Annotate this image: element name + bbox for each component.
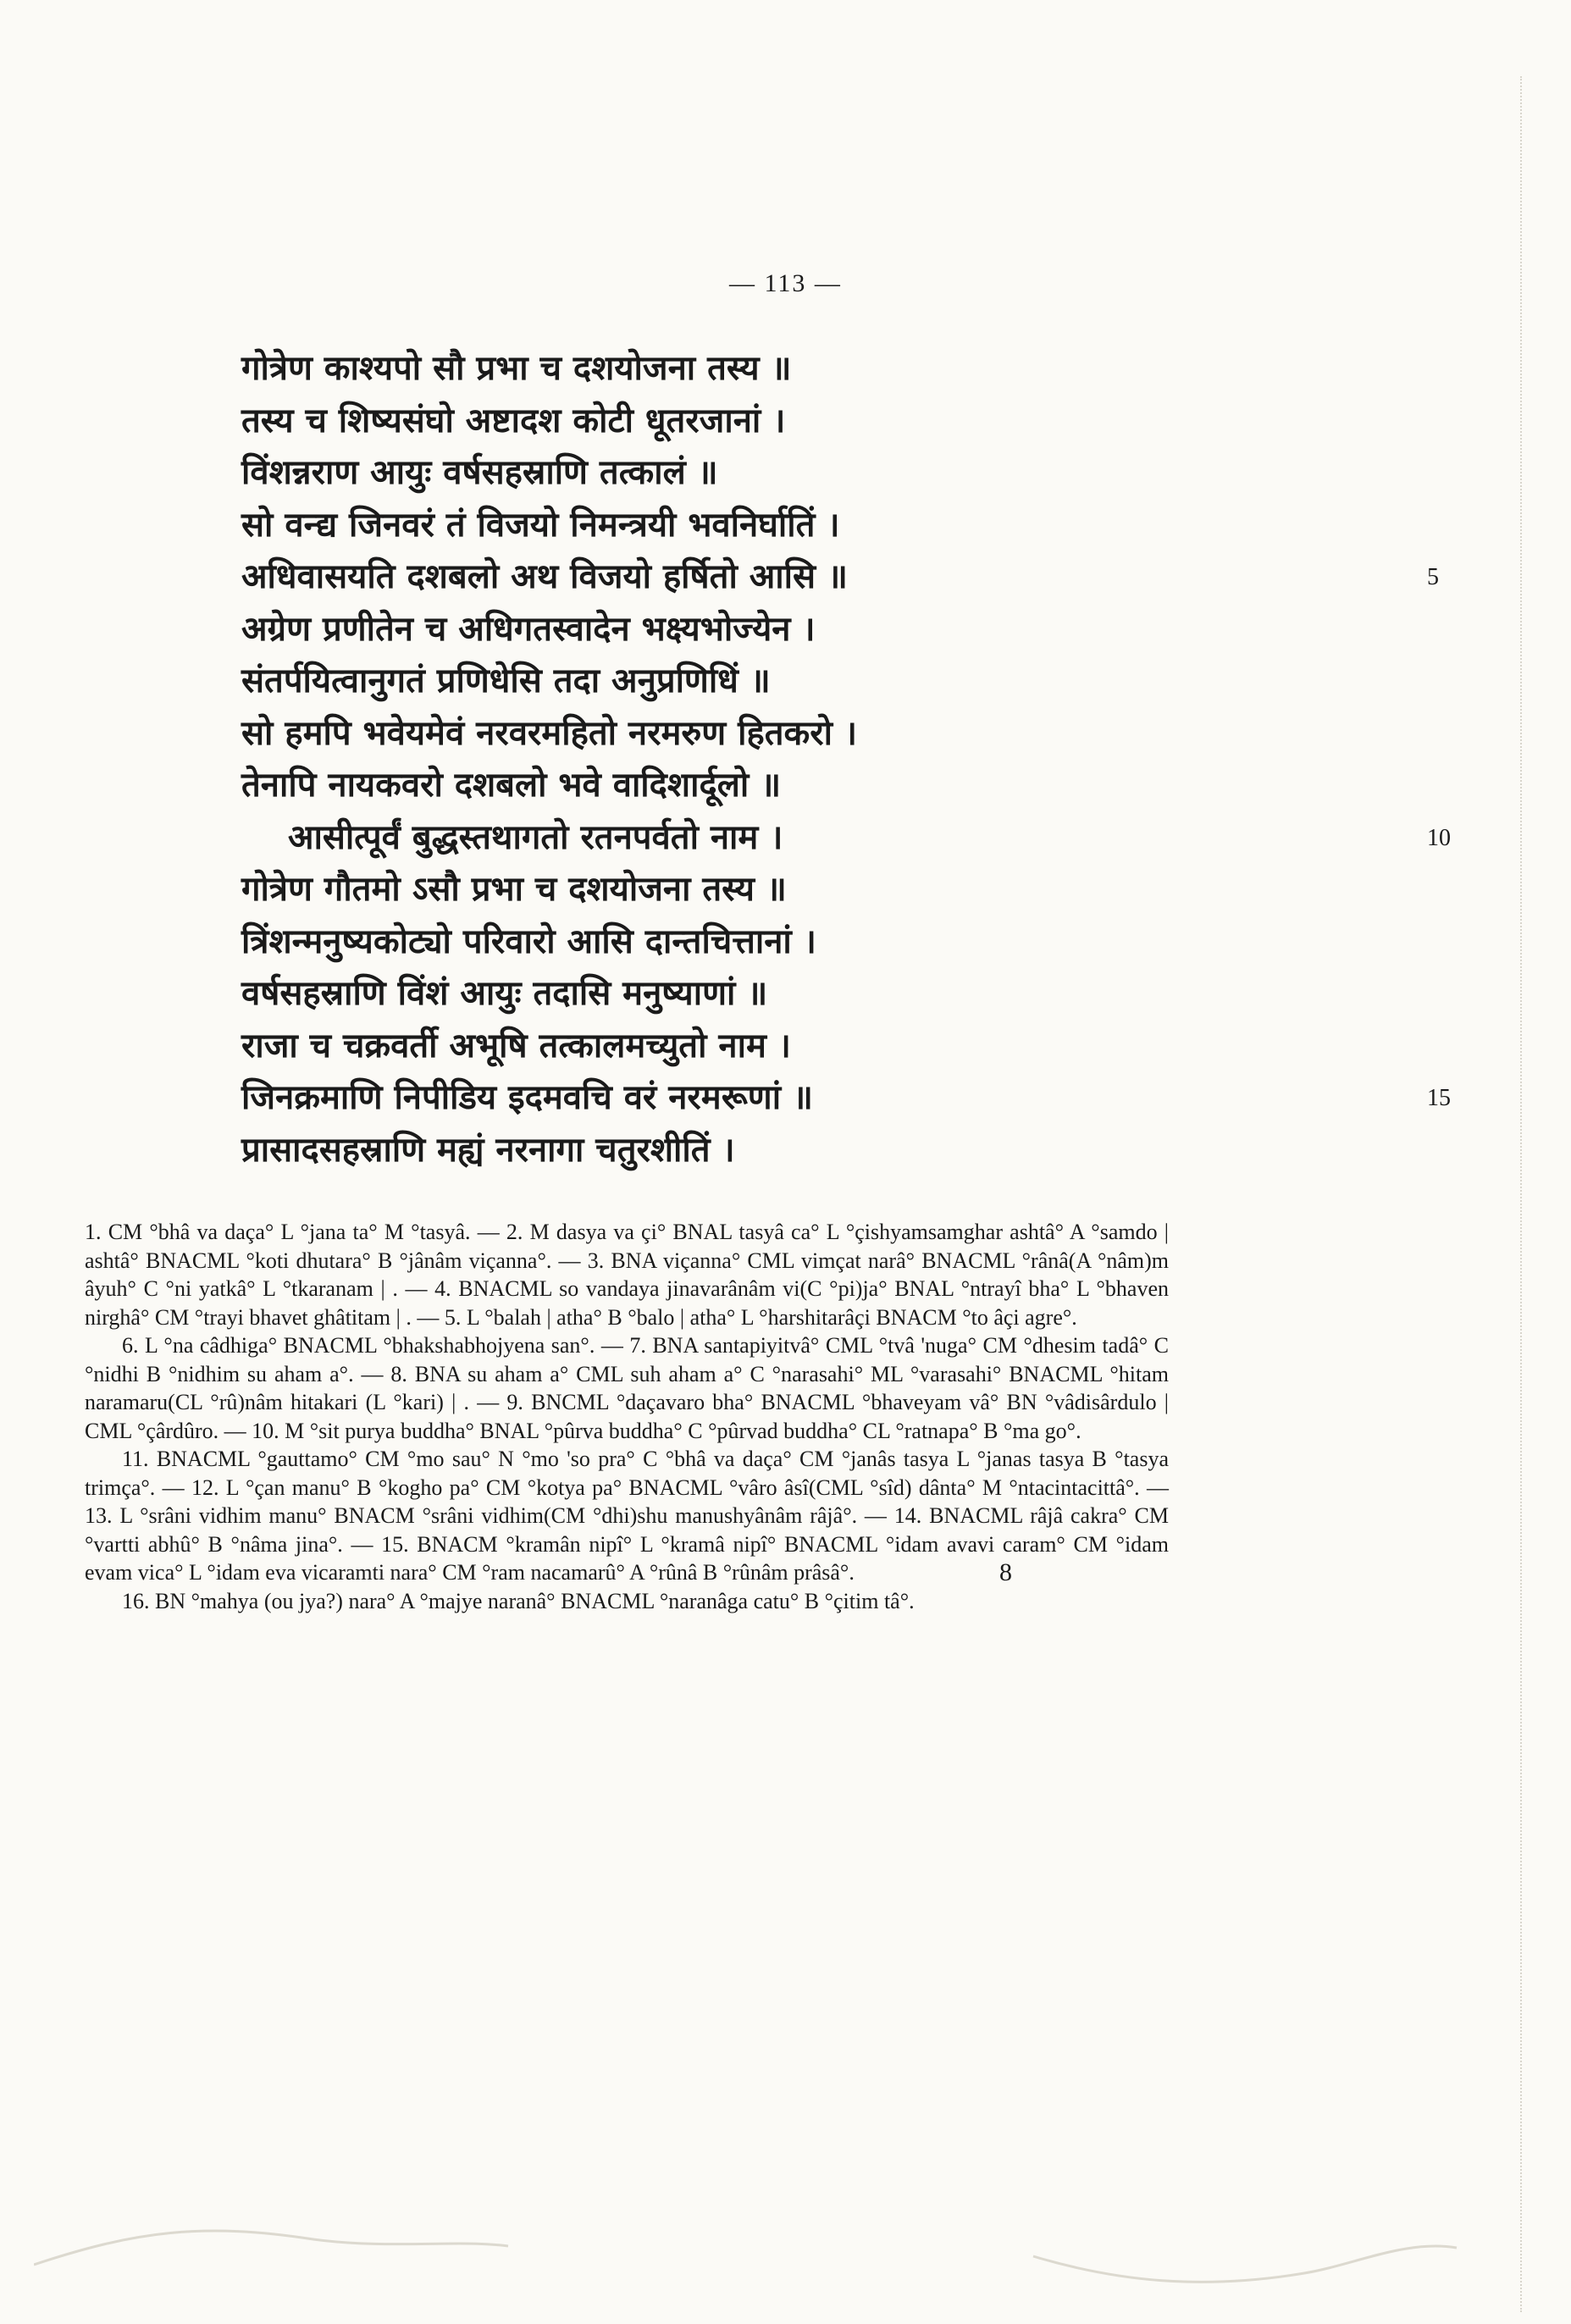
verse-text: तेनापि नायकवरो दशबलो भवे वादिशार्दूलो ॥ — [241, 766, 782, 805]
verse-text: अधिवासयति दशबलो अथ विजयो हर्षितो आसि ॥ — [241, 557, 848, 596]
page-stain-decoration — [34, 2172, 1491, 2307]
verse-line — [241, 500, 1275, 552]
verse-text: तस्य च शिष्यसंघो अष्टादश कोटी धूतरजानां । — [241, 401, 786, 440]
footnotes — [85, 1218, 1169, 1615]
footnote-paragraph: 6. L °na câdhiga° BNACML °bhakshabhojyena san°. — 7. BNA santapiyitvâ° CML °tvâ 'nuga° CM °dhesim tadâ° C °nidhi B °nidhim su aham a°. — 8. BNA su aham a° CML suh aham a° C °narasahi° ML °varasahi° BNACML °hitam naramaru(CL °rû)nâm hitakari (L °kari) | . — 9. BNCML °daçavaro bha° BNACML °bhaveyam vâ° BN °vâdisârdulo | CML °çârdûro. — 10. M °sit purya buddha° BNAL °pûrva buddha° C °pûrvad buddha° CL °ratnapa° B °ma go°. — [85, 1333, 1169, 1443]
verse-line — [241, 864, 1275, 916]
page-edge-wear — [1505, 76, 1522, 2312]
footnote-paragraph: 1. CM °bhâ va daça° L °jana ta° M °tasyâ. — 2. M dasya va çi° BNAL tasyâ ca° L °çishyamsamghar ashtâ° A °samdo | ashtâ° BNACML °koti dhutara° B °jânâm viçanna°. — 3. BNA viçanna° CML vimçat narâ° BNACML °rânâ(A °nâm)m âyuh° C °ni yatkâ° L °tkaranam | . — 4. BNACML so vandaya jinavarânâm vi(C °pi)ja° BNAL °ntrayî bha° L °bhaven nirghâ° CM °trayi bhavet ghâtitam | . — 5. L °balah | atha° B °balo | atha° L °harshitarâçi BNACM °to âçi agre°. — [85, 1220, 1169, 1330]
verse-line-number: 15 — [1427, 1085, 1451, 1111]
verse-text: वर्षसहस्राणि विंशं आयुः तदासि मनुष्याणां ॥ — [241, 974, 768, 1013]
verse-text: संतर्पयित्वानुगतं प्रणिधेसि तदा अनुप्रणिधिं ॥ — [241, 661, 771, 700]
verse-text: सो वन्द्य जिनवरं तं विजयो निमन्त्रयी भवनिर्घातिं । — [241, 505, 840, 545]
verse-text: सो हमपि भवेयमेवं नरवरमहितो नरमरुण हितकरो । — [241, 713, 858, 753]
verse-text: गोत्रेण काश्यपो सौ प्रभा च दशयोजना तस्य ॥ — [241, 349, 792, 388]
verse-text: राजा च चक्रवर्ती अभूषि तत्कालमच्युतो नाम । — [241, 1026, 791, 1065]
verse-line — [241, 1021, 1275, 1073]
footnote-paragraph: 11. BNACML °gauttamo° CM °mo sau° N °mo 'so pra° C °bhâ va daça° CM °janâs tasya L °janas tasya B °tasya trimça°. — 12. L °çan manu° B °kogho pa° CM °kotya pa° BNACML °vâro âsî(CML °sîd) dânta° M °ntacintacittâ°. — 13. L °srâni vidhim manu° BNACM °srâni vidhim(CM °dhi)shu manushyânâm râjâ°. — 14. BNACML râjâ cakra° CM °vartti abhû° B °nâma jina°. — 15. BNACM °kramân nipî° L °kramâ nipî° BNACML °idam avavi caram° CM °idam evam vica° L °idam eva vicaramti nara° CM °ram nacamarû° A °rûnâ B °rûnâm prâsâ°. — [85, 1447, 1169, 1585]
verse-text: प्रासादसहस्राणि मह्यं नरनागा चतुरशीतिं । — [241, 1130, 735, 1170]
page-number: — 113 — — [729, 269, 842, 297]
verse-line — [241, 396, 1275, 448]
sanskrit-verses — [241, 343, 1451, 1176]
verse-line — [241, 1072, 1451, 1125]
verse-line — [241, 447, 1275, 500]
verse-line — [241, 968, 1275, 1021]
verse-text: विंशन्नराण आयुः वर्षसहस्राणि तत्कालं ॥ — [241, 453, 718, 492]
verse-line — [241, 916, 1275, 969]
footnote-paragraph: 16. BN °mahya (ou jya?) nara° A °majye naranâ° BNACML °naranâga catu° B °çitim tâ°. — [122, 1588, 915, 1613]
signature-mark: 8 — [999, 1558, 1012, 1586]
verse-line — [241, 656, 1275, 708]
verse-line — [241, 812, 1451, 865]
verse-line-number: 10 — [1427, 824, 1451, 851]
verse-text: अग्रेण प्रणीतेन च अधिगतस्वादेन भक्ष्यभोज्येन । — [241, 609, 816, 649]
verse-line-number: 5 — [1427, 564, 1439, 590]
verse-line — [241, 708, 1275, 761]
verse-text: जिनक्रमाणि निपीडिय इदमवचि वरं नरमरूणां ॥ — [241, 1078, 813, 1117]
verse-text: गोत्रेण गौतमो ऽसौ प्रभा च दशयोजना तस्य ॥ — [241, 870, 787, 909]
verse-line — [241, 1125, 1275, 1177]
verse-line — [241, 343, 1275, 396]
verse-line — [241, 604, 1275, 656]
verse-line — [241, 551, 1439, 604]
verse-line — [241, 760, 1275, 812]
verse-text: आसीत्पूर्वं बुद्धस्तथागतो रतनपर्वतो नाम । — [288, 817, 783, 857]
verse-text: त्रिंशन्मनुष्यकोट्यो परिवारो आसि दान्तचित्तानां । — [241, 921, 816, 961]
